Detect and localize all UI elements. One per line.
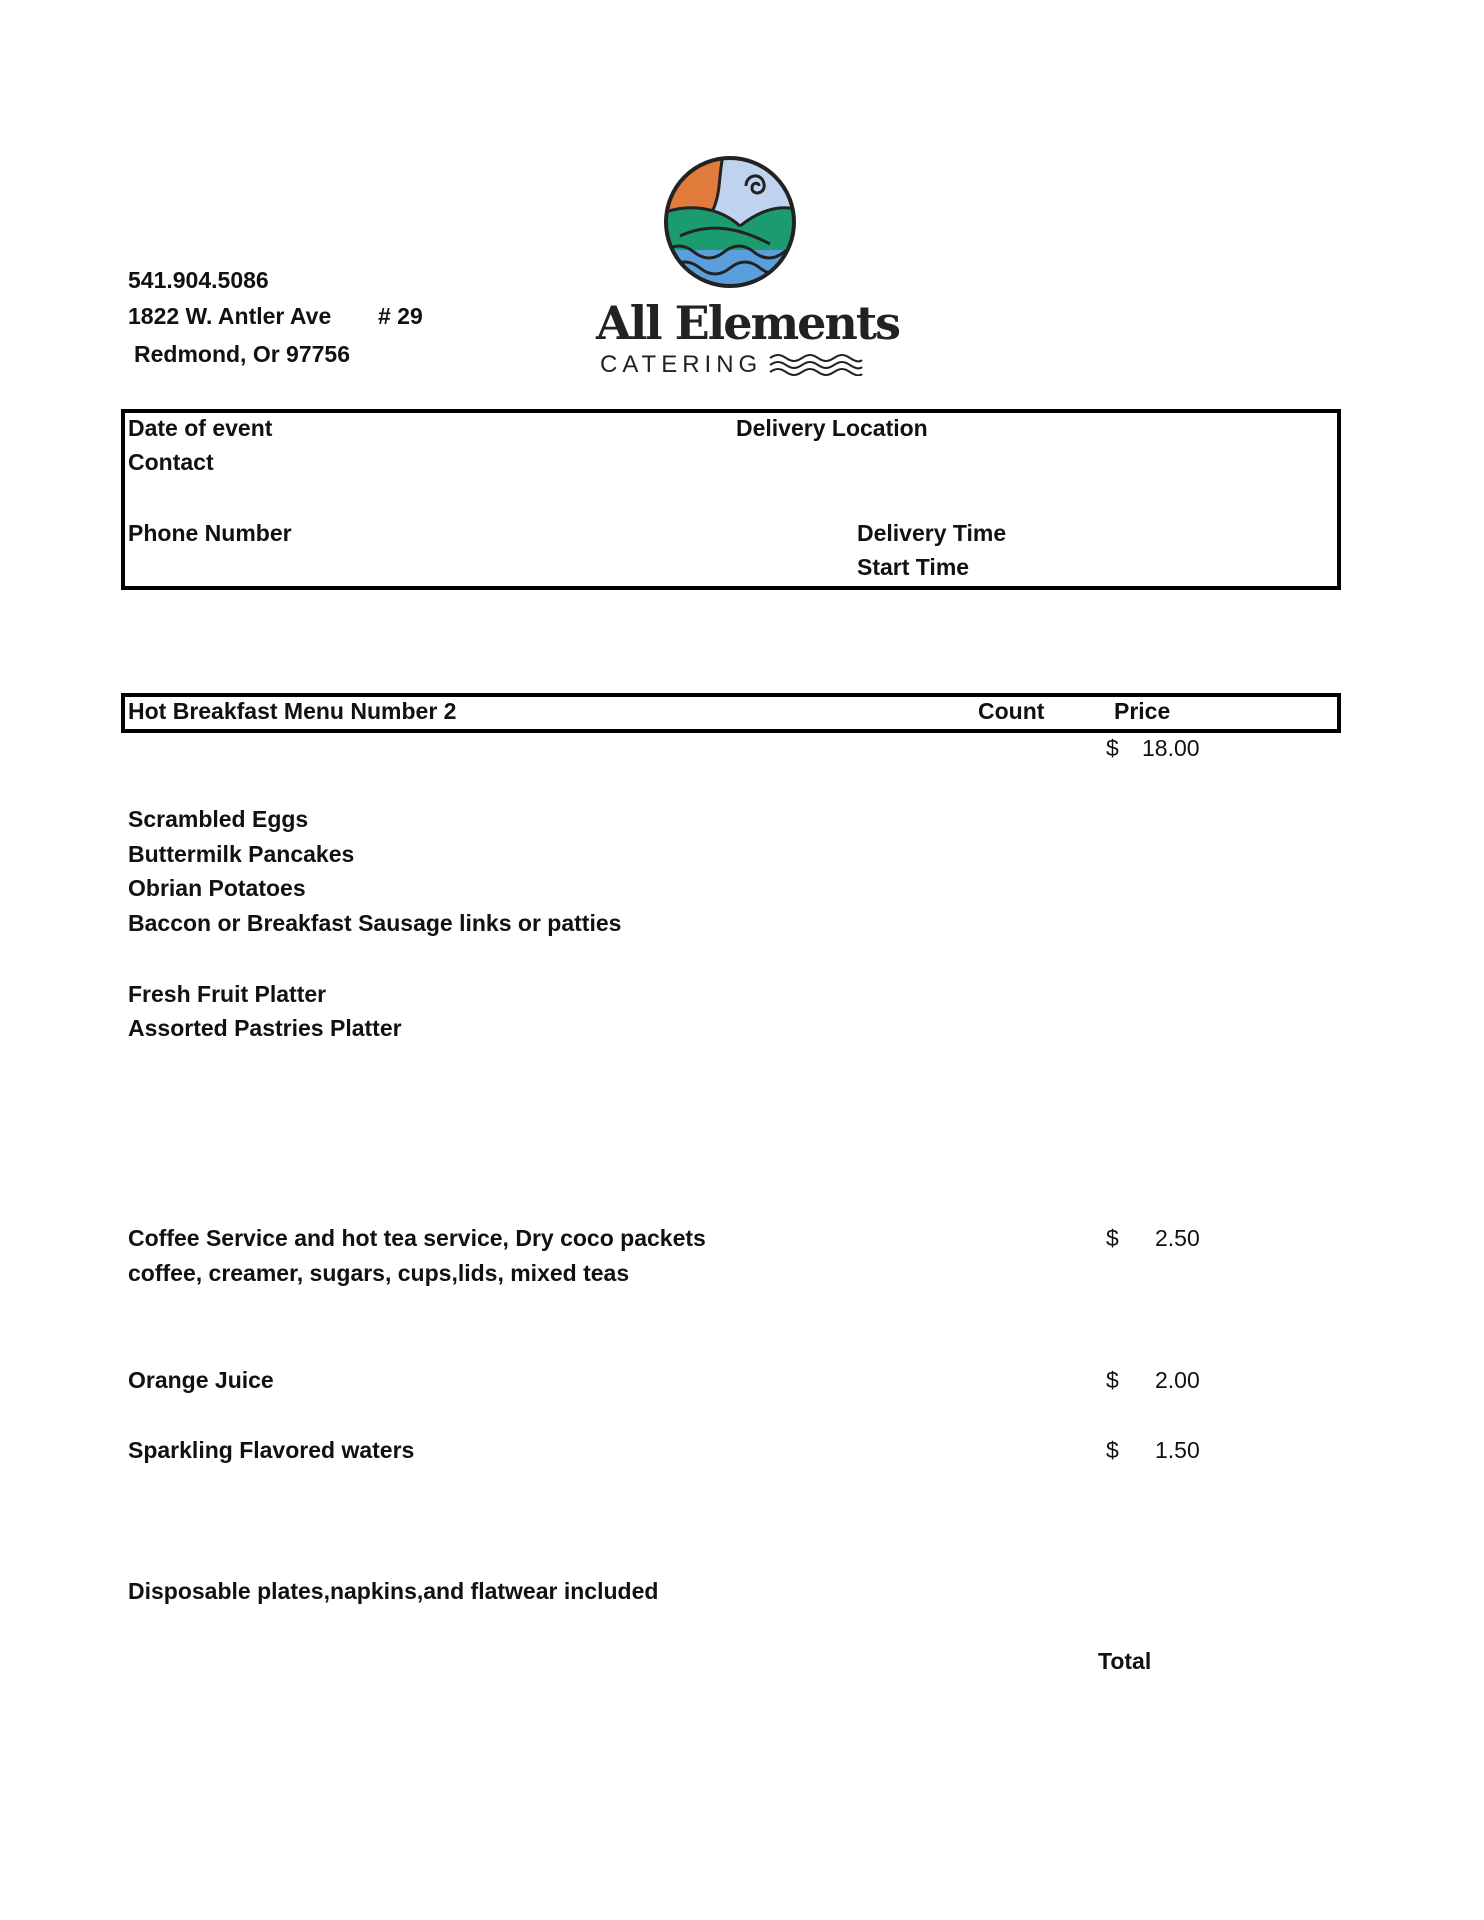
disposables-note: Disposable plates,napkins,and flatwear included (128, 1578, 659, 1604)
date-of-event-label: Date of event (128, 415, 273, 441)
menu-side-fruit: Fresh Fruit Platter (128, 981, 327, 1007)
price-header: Price (1114, 698, 1171, 724)
orange-juice-label: Orange Juice (128, 1367, 274, 1393)
contact-label: Contact (128, 449, 214, 475)
company-suite: # 29 (378, 303, 423, 329)
sparkling-water-currency: $ (1106, 1437, 1119, 1463)
orange-juice-currency: $ (1106, 1367, 1119, 1393)
logo-name: All Elements (596, 296, 899, 350)
coffee-service-line1: Coffee Service and hot tea service, Dry coco packets (128, 1225, 706, 1251)
phone-number-label: Phone Number (128, 520, 292, 546)
company-address-line2: Redmond, Or 97756 (134, 341, 351, 367)
event-info-box (121, 409, 1341, 590)
company-address-line1: 1822 W. Antler Ave (128, 303, 332, 329)
coffee-price-value: 2.50 (1155, 1225, 1200, 1251)
company-phone: 541.904.5086 (128, 267, 269, 293)
sparkling-water-price: 1.50 (1155, 1437, 1200, 1463)
start-time-label: Start Time (857, 554, 970, 580)
sparkling-water-label: Sparkling Flavored waters (128, 1437, 415, 1463)
menu-item-meat: Baccon or Breakfast Sausage links or patties (128, 910, 622, 936)
logo-waves-icon (768, 352, 864, 376)
delivery-time-label: Delivery Time (857, 520, 1007, 546)
menu-item-pancakes: Buttermilk Pancakes (128, 841, 355, 867)
count-header: Count (978, 698, 1045, 724)
orange-juice-price: 2.00 (1155, 1367, 1200, 1393)
total-label: Total (1098, 1648, 1152, 1674)
main-price-value: 18.00 (1142, 735, 1200, 761)
logo-emblem-icon (660, 152, 800, 292)
menu-item-scrambled-eggs: Scrambled Eggs (128, 806, 309, 832)
main-price-currency: $ (1106, 735, 1119, 761)
logo-subtitle: CATERING (600, 351, 763, 378)
coffee-price-currency: $ (1106, 1225, 1119, 1251)
company-logo (596, 148, 899, 384)
coffee-service-line2: coffee, creamer, sugars, cups,lids, mixed teas (128, 1260, 630, 1286)
menu-title: Hot Breakfast Menu Number 2 (128, 698, 457, 724)
delivery-location-label: Delivery Location (736, 415, 928, 441)
menu-item-potatoes: Obrian Potatoes (128, 875, 306, 901)
menu-side-pastries: Assorted Pastries Platter (128, 1015, 402, 1041)
